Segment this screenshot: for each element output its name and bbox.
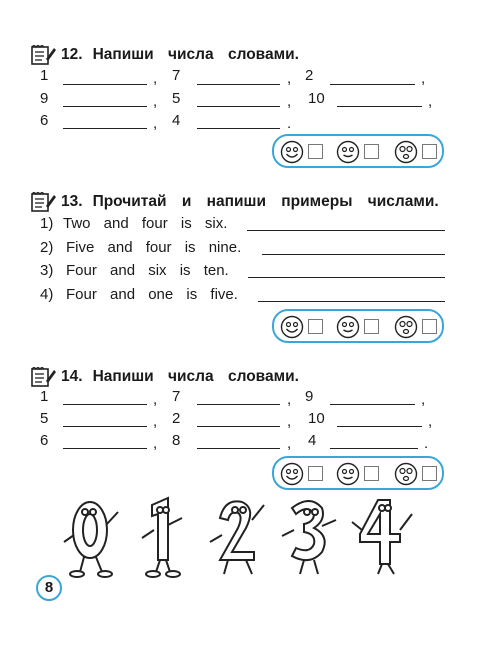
comma: , xyxy=(153,391,158,408)
numeral: 9 xyxy=(305,388,314,405)
numeral: 8 xyxy=(172,432,181,449)
numeral: 2 xyxy=(172,410,181,427)
comma: , xyxy=(153,413,158,430)
smiley-neutral-icon xyxy=(336,462,360,486)
numeral: 5 xyxy=(40,410,49,427)
checkbox-icon[interactable] xyxy=(364,319,379,334)
checkbox-icon[interactable] xyxy=(422,466,437,481)
numeral: 1 xyxy=(40,67,49,84)
task-13-heading: Прочитай и напиши примеры числами. xyxy=(92,193,439,210)
task-13-number: 13. xyxy=(61,193,83,210)
comma: , xyxy=(287,93,292,110)
checkbox-icon[interactable] xyxy=(308,466,323,481)
answer-line[interactable] xyxy=(197,448,280,449)
answer-line[interactable] xyxy=(63,128,147,129)
example-sentence: Five and four is nine. xyxy=(66,239,242,256)
comma: , xyxy=(153,435,158,452)
cartoon-four xyxy=(352,500,412,574)
example-sentence: Four and one is five. xyxy=(66,286,238,303)
numeral: 4 xyxy=(308,432,317,449)
answer-line[interactable] xyxy=(63,426,147,427)
numeral: 1 xyxy=(40,388,49,405)
answer-line[interactable] xyxy=(197,404,280,405)
comma: , xyxy=(153,93,158,110)
answer-line[interactable] xyxy=(247,230,445,231)
answer-line[interactable] xyxy=(63,84,147,85)
answer-line[interactable] xyxy=(63,404,147,405)
comma: , xyxy=(153,115,158,132)
answer-line[interactable] xyxy=(330,404,415,405)
example-sentence: Four and six is ten. xyxy=(66,262,229,279)
task-12-title xyxy=(30,44,299,66)
smiley-happy-icon xyxy=(280,140,304,164)
smiley-neutral-icon xyxy=(336,315,360,339)
answer-line[interactable] xyxy=(197,84,280,85)
notebook-pencil-icon xyxy=(30,191,56,213)
task-12-heading: Напиши числа словами. xyxy=(92,46,299,63)
numeral: 2 xyxy=(305,67,314,84)
numeral: 9 xyxy=(40,90,49,107)
comma: , xyxy=(287,413,292,430)
answer-line[interactable] xyxy=(197,106,280,107)
numeral: 10 xyxy=(308,410,325,427)
checkbox-icon[interactable] xyxy=(422,319,437,334)
smiley-neutral-icon xyxy=(336,140,360,164)
cartoon-digits-illustration xyxy=(60,490,430,580)
notebook-pencil-icon xyxy=(30,366,56,388)
smiley-happy-icon xyxy=(280,462,304,486)
answer-line[interactable] xyxy=(337,106,422,107)
self-assessment-panel xyxy=(272,309,444,343)
self-assessment-panel xyxy=(272,456,444,490)
answer-line[interactable] xyxy=(63,448,147,449)
checkbox-icon[interactable] xyxy=(308,144,323,159)
task-14-title xyxy=(30,366,299,388)
cartoon-zero xyxy=(64,502,118,577)
notebook-pencil-icon xyxy=(30,44,56,66)
numeral: 6 xyxy=(40,432,49,449)
task-13-title xyxy=(30,191,439,213)
answer-line[interactable] xyxy=(248,277,445,278)
comma: , xyxy=(287,435,292,452)
answer-line[interactable] xyxy=(63,106,147,107)
numeral: 6 xyxy=(40,112,49,129)
task-14-heading: Напиши числа словами. xyxy=(92,368,299,385)
numeral: 10 xyxy=(308,90,325,107)
smiley-happy-icon xyxy=(280,315,304,339)
comma: , xyxy=(287,70,292,87)
item-number: 4) xyxy=(40,286,54,303)
item-number: 3) xyxy=(40,262,54,279)
comma: , xyxy=(421,391,426,408)
numeral: 4 xyxy=(172,112,181,129)
answer-line[interactable] xyxy=(330,448,418,449)
comma: , xyxy=(287,391,292,408)
cartoon-one xyxy=(142,498,182,577)
checkbox-icon[interactable] xyxy=(308,319,323,334)
task-14-number: 14. xyxy=(61,368,83,385)
comma: , xyxy=(428,413,433,430)
answer-line[interactable] xyxy=(262,254,445,255)
smiley-confused-icon xyxy=(394,140,418,164)
example-sentence: Two and four is six. xyxy=(63,215,228,232)
task-12-number: 12. xyxy=(61,46,83,63)
checkbox-icon[interactable] xyxy=(364,466,379,481)
period: . xyxy=(424,435,429,452)
self-assessment-panel xyxy=(272,134,444,168)
page-number-badge: 8 xyxy=(36,575,62,601)
numeral: 7 xyxy=(172,388,181,405)
checkbox-icon[interactable] xyxy=(364,144,379,159)
answer-line[interactable] xyxy=(330,84,415,85)
answer-line[interactable] xyxy=(337,426,422,427)
smiley-confused-icon xyxy=(394,315,418,339)
answer-line[interactable] xyxy=(197,426,280,427)
item-number: 1) xyxy=(40,215,54,232)
answer-line[interactable] xyxy=(258,301,445,302)
comma: , xyxy=(153,70,158,87)
cartoon-two xyxy=(210,501,264,574)
checkbox-icon[interactable] xyxy=(422,144,437,159)
period: . xyxy=(287,115,292,132)
comma: , xyxy=(428,93,433,110)
numeral: 5 xyxy=(172,90,181,107)
item-number: 2) xyxy=(40,239,54,256)
answer-line[interactable] xyxy=(197,128,280,129)
numeral: 7 xyxy=(172,67,181,84)
comma: , xyxy=(421,70,426,87)
smiley-confused-icon xyxy=(394,462,418,486)
cartoon-three xyxy=(282,501,336,574)
